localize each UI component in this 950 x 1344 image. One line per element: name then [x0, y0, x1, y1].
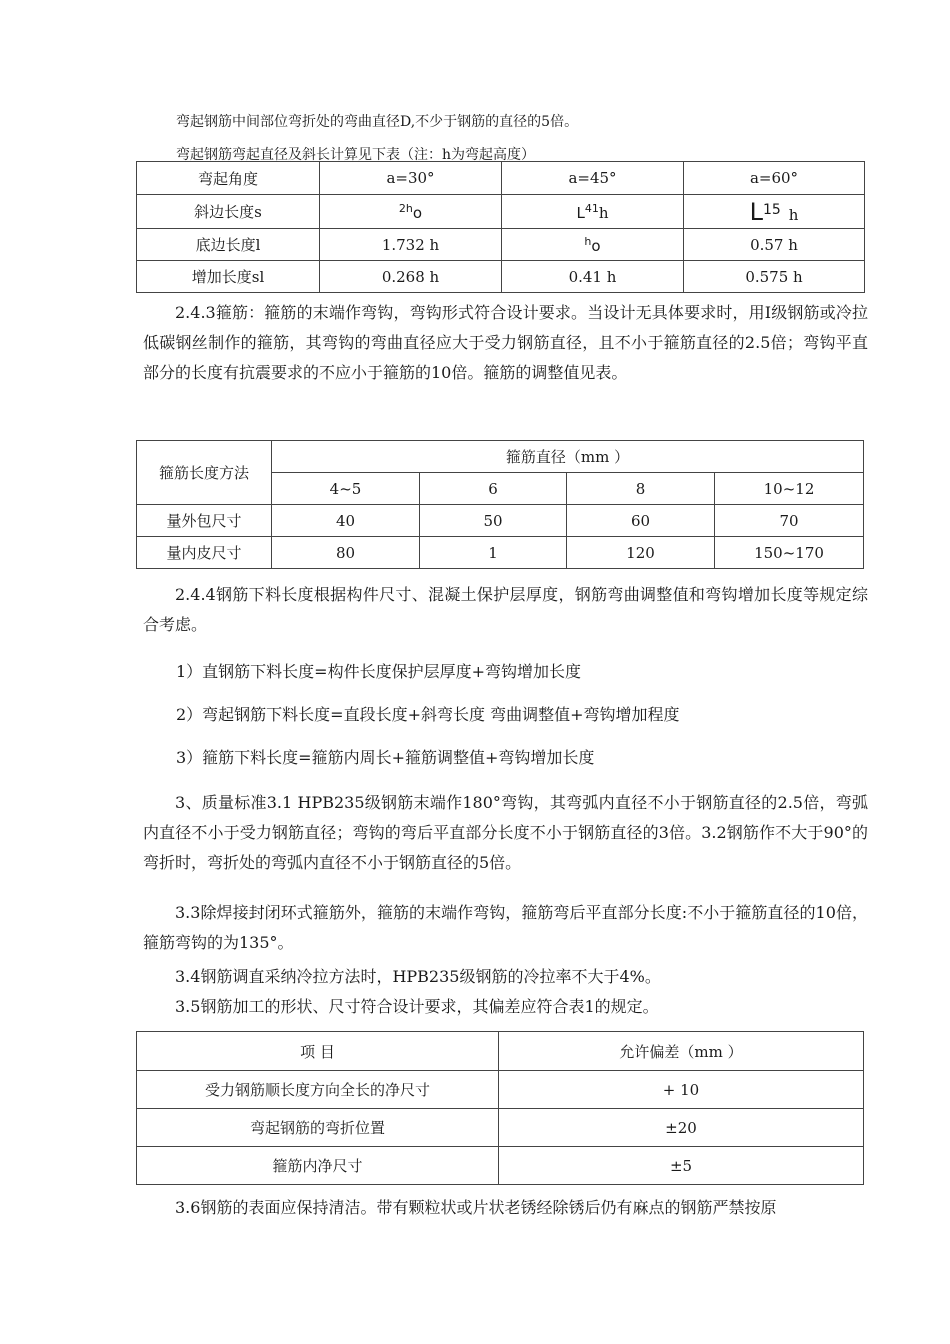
tolerance-table	[136, 1031, 864, 1185]
list-item-2: 2）弯起钢筋下料长度=直段长度+斜弯长度 弯曲调整值+弯钩增加程度	[176, 705, 680, 724]
bend-table	[136, 161, 865, 293]
row-label-increase: 增加长度sl	[137, 261, 320, 293]
hypotenuse-60-cell	[684, 195, 865, 229]
hypotenuse-60-sup: 15	[762, 201, 781, 218]
stirrup-sub-1: 4~5	[272, 473, 420, 505]
stirrup-corner-header: 箍筋长度方法	[137, 441, 272, 505]
tolerance-row-1-item: 受力钢筋顺长度方向全长的净尺寸	[137, 1071, 499, 1109]
base-45-main: o	[591, 236, 601, 255]
para-3-5: 3.5钢筋加工的形状、尺寸符合设计要求，其偏差应符合表1的规定。	[175, 997, 659, 1016]
stirrup-row-outer-label: 量外包尺寸	[137, 505, 272, 537]
list-item-3: 3）箍筋下料长度=箍筋内周长+箍筋调整值+弯钩增加长度	[176, 748, 595, 767]
para-3-6: 3.6钢筋的表面应保持清洁。带有颗粒状或片状老锈经除锈后仍有麻点的钢筋严禁按原	[175, 1198, 777, 1217]
hypotenuse-45-tail: h	[598, 203, 609, 222]
stirrup-sub-3: 8	[567, 473, 715, 505]
stirrup-outer-4: 70	[715, 505, 864, 537]
stirrup-sub-2: 6	[420, 473, 567, 505]
hypotenuse-45-cell	[502, 195, 684, 229]
hypotenuse-60-tail: h	[788, 205, 799, 224]
list-item-1: 1）直钢筋下料长度=构件长度保护层厚度+弯钩增加长度	[176, 662, 581, 681]
tolerance-row-2-item: 弯起钢筋的弯折位置	[137, 1109, 499, 1147]
increase-30-cell: 0.268 h	[320, 261, 502, 293]
increase-60-cell: 0.575 h	[684, 261, 865, 293]
tolerance-row-3-item: 箍筋内净尺寸	[137, 1147, 499, 1185]
bend-header-60: a=60°	[684, 162, 865, 195]
stirrup-table	[136, 440, 864, 569]
stirrup-inner-2: 1	[420, 537, 567, 569]
row-label-base: 底边长度l	[137, 229, 320, 261]
stirrup-sub-4: 10~12	[715, 473, 864, 505]
stirrup-row-inner-label: 量内皮尺寸	[137, 537, 272, 569]
tolerance-header-deviation: 允许偏差（mm ）	[499, 1032, 864, 1071]
base-30-cell: 1.732 h	[320, 229, 502, 261]
para-3: 3、质量标准3.1 HPB235级钢筋末端作180°弯钩，其弯弧内直径不小于钢筋直径的2.5倍，弯弧内直径不小于受力钢筋直径；弯钩的弯后平直部分长度不小于钢筋直径的3倍。3.2钢筋作不大于90°的弯折时，弯折处的弯弧内直径不小于钢筋直径的5倍。	[143, 793, 868, 872]
hypotenuse-45-sup: 41	[584, 201, 599, 215]
para-3-3: 3.3除焊接封闭环式箍筋外，箍筋的末端作弯钩，箍筋弯后平直部分长度:不小于箍筋直径的10倍，箍筋弯钩的为135°。	[143, 903, 868, 952]
tolerance-row-3-value: ±5	[499, 1147, 864, 1185]
stirrup-outer-2: 50	[420, 505, 567, 537]
bend-header-30: a=30°	[320, 162, 502, 195]
base-45-sup: h	[584, 234, 592, 248]
intro-line-2: 弯起钢筋弯起直径及斜长计算见下表（注：h为弯起高度）	[176, 147, 536, 163]
base-60-cell: 0.57 h	[684, 229, 865, 261]
increase-45-cell: 0.41 h	[502, 261, 684, 293]
intro-line-1: 弯起钢筋中间部位弯折处的弯曲直径D,不少于钢筋的直径的5倍。	[176, 114, 579, 130]
stirrup-inner-3: 120	[567, 537, 715, 569]
hypotenuse-30-sup: 2h	[398, 201, 413, 215]
stirrup-group-header: 箍筋直径（mm ）	[272, 441, 864, 473]
stirrup-outer-3: 60	[567, 505, 715, 537]
base-45-cell	[502, 229, 684, 261]
stirrup-inner-1: 80	[272, 537, 420, 569]
row-label-hypotenuse: 斜边长度s	[137, 195, 320, 229]
hypotenuse-60-main: L	[749, 197, 763, 226]
stirrup-inner-4: 150~170	[715, 537, 864, 569]
para-2-4-4: 2.4.4钢筋下料长度根据构件尺寸、混凝土保护层厚度，钢筋弯曲调整值和弯钩增加长度等规定综合考虑。	[143, 585, 868, 634]
tolerance-row-2-value: ±20	[499, 1109, 864, 1147]
para-2-4-3: 2.4.3箍筋：箍筋的末端作弯钩，弯钩形式符合设计要求。当设计无具体要求时，用I级钢筋或冷拉低碳钢丝制作的箍筋，其弯钩的弯曲直径应大于受力钢筋直径，且不小于箍筋直径的2.5倍；弯钩平直部分的长度有抗震要求的不应小于箍筋的10倍。箍筋的调整值见表。	[143, 303, 868, 382]
para-3-4: 3.4钢筋调直采纳冷拉方法时，HPB235级钢筋的冷拉率不大于4%。	[175, 967, 661, 986]
hypotenuse-45-main: L	[576, 203, 585, 222]
tolerance-row-1-value: + 10	[499, 1071, 864, 1109]
hypotenuse-30-main: o	[412, 203, 423, 222]
hypotenuse-30-cell	[320, 195, 502, 229]
bend-header-45: a=45°	[502, 162, 684, 195]
stirrup-outer-1: 40	[272, 505, 420, 537]
tolerance-header-item: 项 目	[137, 1032, 499, 1071]
bend-header-angle: 弯起角度	[137, 162, 320, 195]
